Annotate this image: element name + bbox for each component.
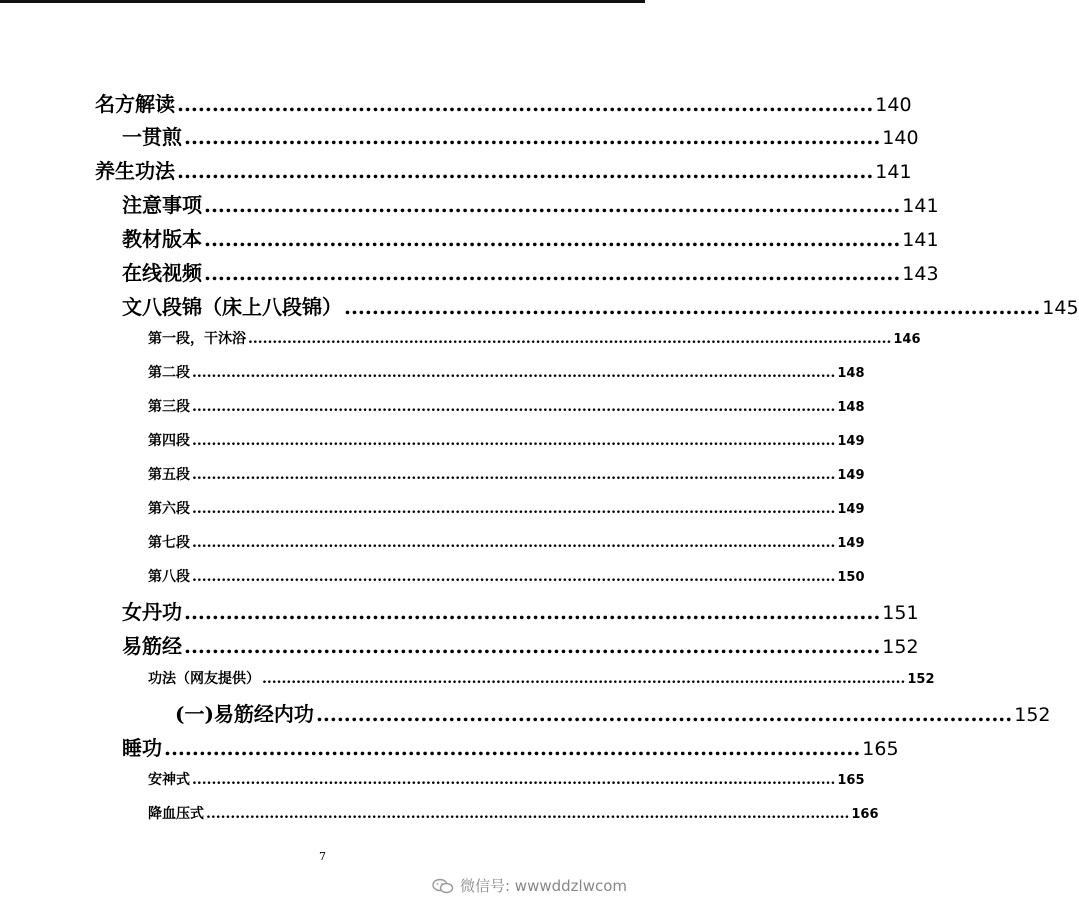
toc-entry[interactable] — [122, 596, 919, 625]
toc-leader: .................................................................................................................................... — [192, 433, 836, 449]
toc-entry-title: 在线视频 — [122, 261, 202, 285]
toc-leader: .................................................................................................... — [177, 159, 874, 183]
toc-entry[interactable] — [122, 189, 939, 218]
watermark-text: 微信号: wwwddzlwcom — [459, 877, 627, 895]
toc-entry[interactable] — [122, 732, 899, 761]
toc-entry-page: 143 — [902, 263, 939, 285]
toc-entry-title: 功法（网友提供） — [148, 671, 260, 687]
toc-entry-page: 149 — [837, 434, 865, 449]
toc-entry[interactable] — [148, 430, 865, 450]
toc-entry[interactable] — [148, 362, 865, 382]
toc-entry-page: 148 — [837, 366, 865, 381]
toc-entry[interactable] — [122, 291, 1079, 320]
toc-entry-page: 141 — [902, 195, 939, 217]
toc-entry-title: 文八段锦（床上八段锦） — [122, 295, 342, 319]
toc-leader: .................................................................................................... — [344, 295, 1041, 319]
toc-leader: .................................................................................................................................... — [192, 772, 836, 788]
toc-entry[interactable] — [148, 803, 879, 823]
toc-entry-page: 140 — [882, 127, 919, 149]
toc-entry-page: 141 — [902, 229, 939, 251]
toc-entry-title: 养生功法 — [95, 159, 175, 183]
toc-entry-page: 148 — [837, 400, 865, 415]
toc-entry-page: 149 — [837, 536, 865, 551]
toc-entry[interactable] — [122, 121, 919, 150]
toc-entry-title: 女丹功 — [122, 600, 182, 624]
toc-leader: .................................................................................................................................... — [192, 467, 836, 483]
toc-leader: .................................................................................................... — [184, 125, 881, 149]
toc-entry-page: 152 — [907, 672, 935, 687]
toc-leader: .................................................................................................... — [164, 736, 861, 760]
toc-leader: .................................................................................................... — [204, 261, 901, 285]
toc-entry-page: 145 — [1042, 297, 1079, 319]
toc-leader: .................................................................................................... — [204, 193, 901, 217]
wechat-watermark — [432, 875, 627, 896]
toc-entry[interactable] — [148, 464, 865, 484]
toc-entry[interactable] — [148, 532, 865, 552]
toc-leader: .................................................................................................................................... — [192, 535, 836, 551]
toc-entry-title: 睡功 — [122, 736, 162, 760]
toc-entry[interactable] — [122, 257, 939, 286]
toc-entry-page: 152 — [882, 636, 919, 658]
toc-entry[interactable] — [95, 155, 912, 184]
toc-entry-page: 166 — [851, 807, 879, 822]
toc-leader: .................................................................................................... — [315, 702, 1013, 726]
toc-leader: .................................................................................................................................... — [192, 501, 836, 517]
toc-entry-page: 146 — [893, 332, 921, 347]
wechat-icon — [432, 878, 454, 894]
toc-entry[interactable] — [148, 498, 865, 518]
toc-entry-title: 第八段 — [148, 569, 190, 585]
toc-entry-title: 第四段 — [148, 433, 190, 449]
toc-entry-title: 第五段 — [148, 467, 190, 483]
toc-leader: .................................................................................................................................... — [192, 365, 836, 381]
toc-leader: .................................................................................................... — [177, 92, 874, 116]
toc-leader: .................................................................................................................................... — [192, 399, 836, 415]
toc-entry-page: 152 — [1014, 704, 1051, 726]
toc-entry-title: (一)易筋经内功 — [175, 702, 314, 726]
toc-entry[interactable] — [175, 698, 1051, 727]
toc-entry[interactable] — [148, 396, 865, 416]
toc-entry-page: 151 — [882, 602, 919, 624]
toc-leader: .................................................................................................................................... — [262, 671, 906, 687]
toc-entry[interactable] — [122, 630, 919, 659]
toc-entry[interactable] — [95, 88, 912, 117]
toc-entry-page: 149 — [837, 502, 865, 517]
toc-leader: .................................................................................................................................... — [206, 806, 850, 822]
toc-entry-page: 150 — [837, 570, 865, 585]
toc-entry-title: 名方解读 — [95, 92, 175, 116]
toc-entry[interactable] — [122, 223, 939, 252]
toc-entry-title: 安神式 — [148, 772, 190, 788]
toc-entry-page: 140 — [875, 94, 912, 116]
toc-entry-title: 第六段 — [148, 501, 190, 517]
toc-leader: .................................................................................................... — [184, 600, 881, 624]
page-number: 7 — [319, 850, 326, 863]
toc-entry[interactable] — [148, 668, 935, 688]
toc-entry-title: 易筋经 — [122, 634, 182, 658]
toc-entry-title: 第三段 — [148, 399, 190, 415]
toc-entry[interactable] — [148, 328, 921, 348]
toc-entry-title: 第七段 — [148, 535, 190, 551]
toc-leader: .................................................................................................................................... — [248, 331, 892, 347]
toc-leader: .................................................................................................... — [204, 227, 901, 251]
toc-entry-title: 降血压式 — [148, 806, 204, 822]
toc-entry[interactable] — [148, 566, 865, 586]
toc-entry-title: 注意事项 — [122, 193, 202, 217]
toc-entry-page: 141 — [875, 161, 912, 183]
toc-leader: .................................................................................................................................... — [192, 569, 836, 585]
toc-entry-page: 149 — [837, 468, 865, 483]
toc-entry-page: 165 — [837, 773, 865, 788]
toc-leader: .................................................................................................... — [184, 634, 881, 658]
toc-entry[interactable] — [148, 769, 865, 789]
toc-entry-page: 165 — [862, 738, 899, 760]
top-border — [0, 0, 645, 3]
toc-entry-title: 教材版本 — [122, 227, 202, 251]
toc-entry-title: 第一段，干沐浴 — [148, 331, 246, 347]
toc-entry-title: 第二段 — [148, 365, 190, 381]
toc-entry-title: 一贯煎 — [122, 125, 182, 149]
